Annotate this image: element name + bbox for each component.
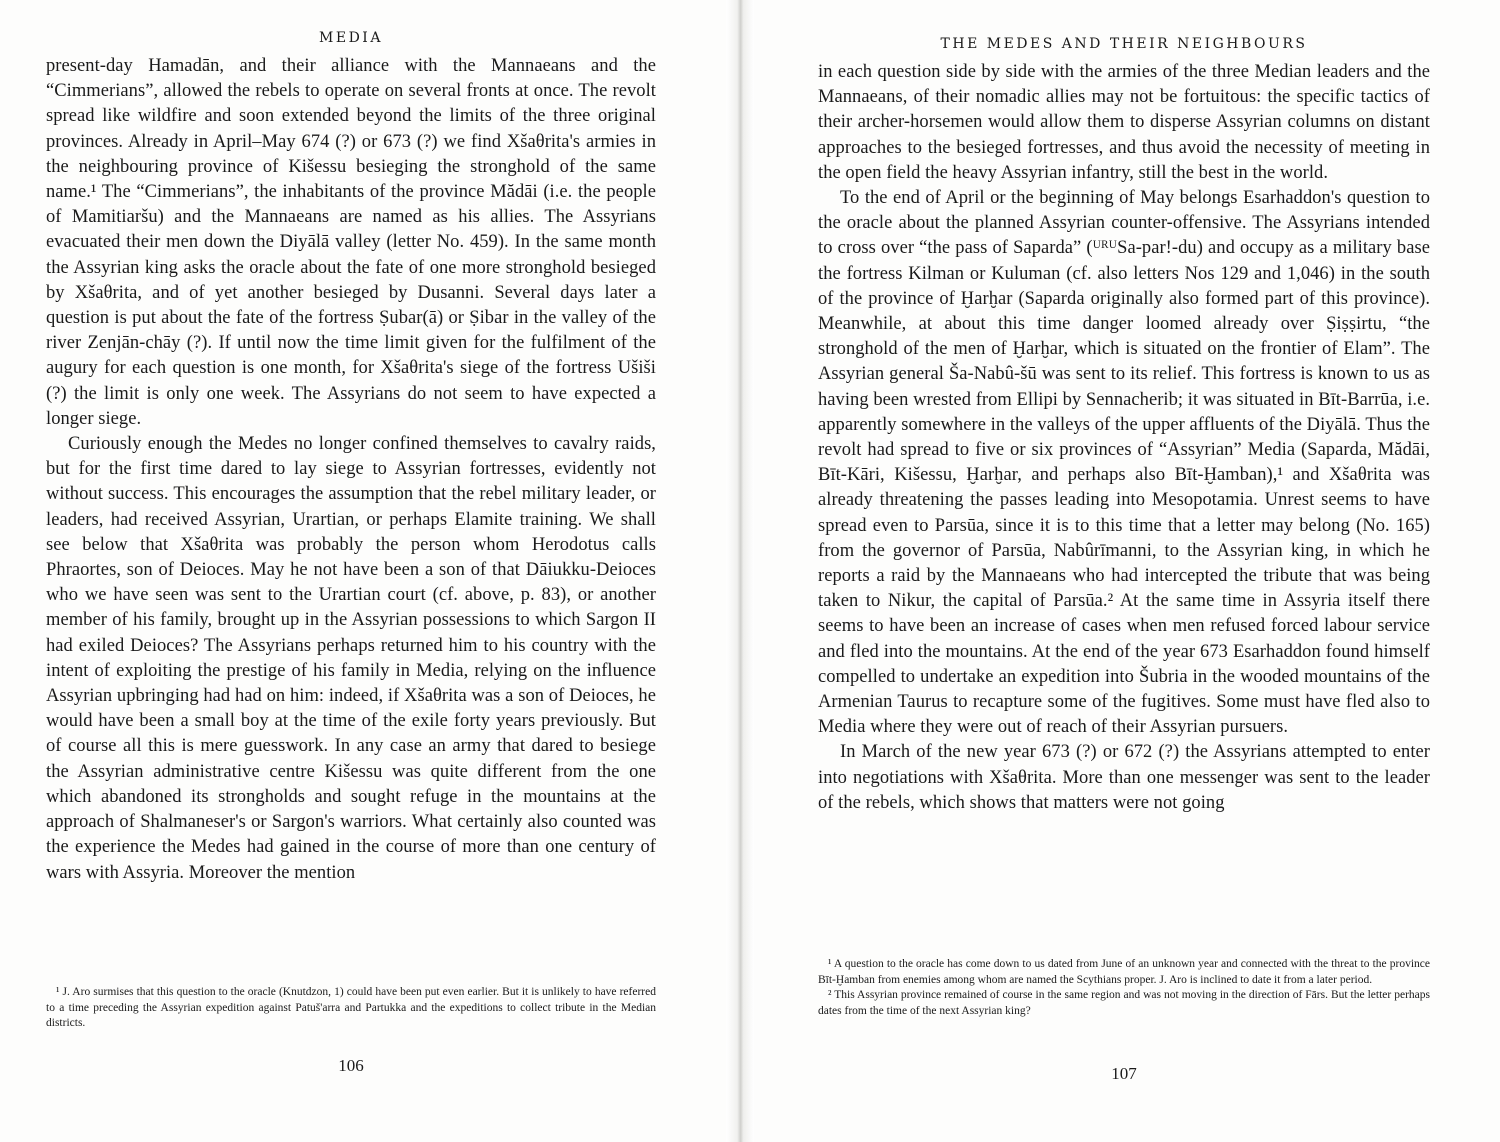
page-number: 106	[338, 1056, 364, 1075]
page-number: 107	[1111, 1064, 1137, 1083]
right-page	[818, 0, 1430, 1083]
left-page	[46, 0, 656, 1075]
footnotes	[46, 985, 656, 1032]
paragraph: Curiously enough the Medes no longer confined themselves to cavalry raids, but for the first time dared to lay siege to Assyrian fortresses, evidently not without success. This encourages the assumption that the rebel military leader, or leaders, had received Assyrian, Urartian, or perhaps Elamite training. We shall see below that Xšaθrita was probably the person whom Herodotus calls Phraortes, son of Deioces. May he not have been a son of that Dāiukku-Deioces who we have seen was sent to the Urartian court (cf. above, p. 83), or another member of his family, brought up in the Assyrian possessions to which Sargon II had exiled Deioces? The Assyrians perhaps returned him to his country with the intent of exploiting the prestige of his family in Media, relying on the influence Assyrian upbringing had had on him: indeed, if Xšaθrita was a son of Deioces, he would have been a small boy at the time of the exile forty years previously. But of course all this is mere guesswork. In any case an army that dared to besiege the Assyrian administrative centre Kišessu was quite different from the one which abandoned its strongholds and sought refuge in the mountains at the approach of Shalmaneser's or Sargon's warriors. What certainly also counted was the experience the Medes had gained in the course of more than one century of wars with Assyria. Moreover the mention	[46, 434, 656, 883]
paragraph: In March of the new year 673 (?) or 672 (?) the Assyrians attempted to enter into negotiations with Xšaθrita. More than one messenger was sent to the leader of the rebels, which shows that matters were not going	[818, 742, 1430, 813]
paragraph: present-day Hamadān, and their alliance with the Mannaeans and the “Cimmerians”, allowed the rebels to operate on several fronts at once. The revolt spread like wildfire and soon extended beyond the limits of the three original provinces. Already in April–May 674 (?) or 673 (?) we find Xšaθrita's armies in the neighbouring province of Kišessu besieging the stronghold of the same name.¹ The “Cimmerians”, the inhabitants of the province Mădāi (i.e. the people of Mamitiaršu) and the Mannaeans are named as his allies. The Assyrians evacuated their men down the Diyālā valley (letter No. 459). In the same month the Assyrian king asks the oracle about the fate of one more stronghold besieged by Xšaθrita, and of yet another besieged by Dusanni. Several days later a question is put about the fate of the fortress Ṣubar(ā) or Ṣibar in the valley of the river Zenjān-chāy (?). If until now the time limit given for the fulfilment of the augury for each question is one month, for Xšaθrita's siege of the fortress Ušiši (?) the limit is only one week. The Assyrians do not seem to have expected a longer siege.	[46, 56, 656, 429]
paragraph: in each question side by side with the armies of the three Median leaders and the Mannaeans, of their nomadic allies may not be fortuitous: the specific tactics of their archer-horsemen would allow them to disperse Assyrian columns on distant approaches to the besieged fortresses, and thus avoid the necessity of meeting in the open field the heavy Assyrian infantry, still the best in the world.	[818, 62, 1430, 183]
footnote: ¹ A question to the oracle has come down to us dated from June of an unknown year and connected with the threat to the province Bīt-Ḫamban from enemies among whom are named the Scythians proper. J. Aro is inclined to date it from a later period.	[818, 958, 1430, 986]
paragraph: To the end of April or the beginning of May belongs Esarhaddon's question to the oracle about the planned Assyrian counter-offensive. The Assyrians intended to cross over “the pass of Saparda” (ᵁᴿᵁSa-par!-du) and occupy as a military base the fortress Kilman or Kuluman (cf. also letters Nos 129 and 1,046) in the south of the province of Ḫarḫar (Saparda originally also formed part of this province). Meanwhile, at about this time danger loomed already over Ṣiṣṣirtu, “the stronghold of the men of Ḫarḫar, which is situated on the frontier of Elam”. The Assyrian general Ša-Nabû-šū was sent to its relief. This fortress is known to us as having been wrested from Ellipi by Sennacherib; it was situated in Bīt-Barrūa, i.e. apparently somewhere in the valleys of the upper affluents of the Diyālā. Thus the revolt had spread to five or six provinces of “Assyrian” Media (Saparda, Mădāi, Bīt-Kāri, Kišessu, Ḫarḫar, and perhaps also Bīt-Ḫamban),¹ and Xšaθrita was already threatening the passes leading into Mesopotamia. Unrest seems to have spread even to Parsūa, since it is to this time that a letter may belong (No. 165) from the governor of Parsūa, Nabûrīmanni, to the Assyrian king, in which he reports a raid by the Mannaeans who had intercepted the tribute that was being taken to Nikur, the capital of Parsūa.² At the same time in Assyria itself there seems to have been an increase of cases when men refused forced labour service and fled into the mountains. At the end of the year 673 Esarhaddon found himself compelled to undertake an expedition into Šubria in the wooded mountains of the Armenian Taurus to recapture some of the fugitives. Some must have fled also to Media where they were out of reach of their Assyrian pursuers.	[818, 188, 1430, 738]
footnotes	[818, 957, 1430, 1019]
footnote: ² This Assyrian province remained of course in the same region and was not moving in the direction of Fārs. But the letter perhaps dates from the time of the next Assyrian king?	[818, 989, 1430, 1017]
body-text	[818, 60, 1430, 816]
running-head: MEDIA	[319, 30, 383, 46]
footnote: ¹ J. Aro surmises that this question to the oracle (Knutdzon, 1) could have been put even earlier. But it is unlikely to have referred to a time preceding the Assyrian expedition against Patuš'arra and Partukka and the expeditions to collect tribute in the Median districts.	[46, 986, 656, 1029]
body-text	[46, 54, 656, 886]
running-head: THE MEDES AND THEIR NEIGHBOURS	[940, 36, 1308, 52]
book-gutter	[726, 0, 754, 1142]
